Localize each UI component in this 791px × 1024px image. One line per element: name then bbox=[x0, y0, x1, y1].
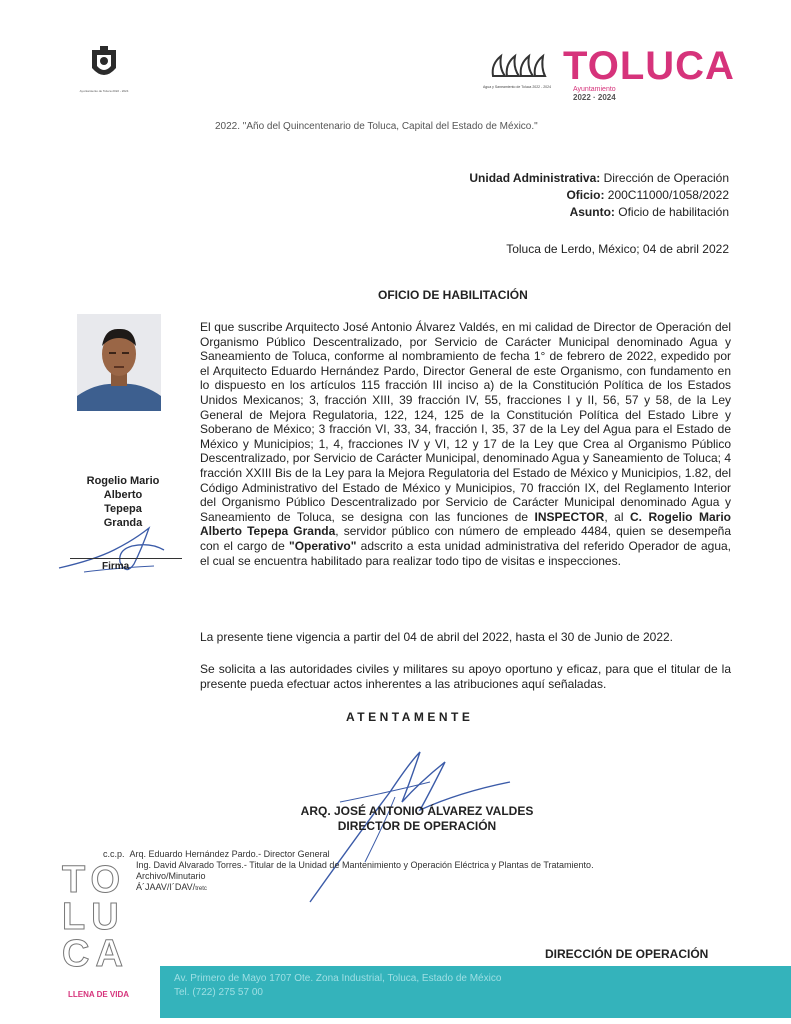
meta-unit bbox=[469, 170, 729, 187]
body-end: adscrito a esta unidad administrativa del referido Operador de agua, el cual se encuentra habilitado para realizar todo tipo de visitas e inspecciones. bbox=[200, 538, 731, 568]
body-intro: El que suscribe Arquitecto José Antonio Álvarez Valdés, en mi calidad de Director de Operación del Organismo Público Descentralizado, por Servicio de Carácter Municipal denominado Agua y Saneamiento de Toluca, conforme al nombramiento de fecha 1° de febrero de 2022, expedido por el Arquitecto Eduardo Hernández Pardo, Director General de este Organismo, con fundamento en lo dispuesto en los artículos 115 fracción III inciso a) de la Constitución Política de los Estados Unidos Mexicanos; 3, fracción XIII, 39 fracción IV, 55, fracciones I y II, 56, 57 y 58, de la Ley General de Mejora Regulatoria, 122, 124, 125 de la Constitución Política del Estado Libre y Soberano de México; 3 fracción VI, 33, 34, fracción I, 35, 37 de la Ley del Agua para el Estado de México y Municipios; 1, 4, fracciones IV y VI, 12 y 17 de la Ley que Crea al Organismo Público Descentralizado, por Servicio de Carácter Municipal, denominado Agua y Saneamiento de Toluca; 4 fracción XXIII Bis de la Ley para la Mejora Regulatoria del Estado de México y Municipios, 1.82, del Código Administrativo del Estado de México y Municipios, 70 fracción IX, del Reglamento Interior del Organismo Público Descentralizado por Servicio de Carácter Municipal denominado Agua y Saneamiento de Toluca, se designa con las funciones de bbox=[200, 320, 731, 524]
water-drops-icon bbox=[487, 50, 547, 80]
meta-oficio-label: Oficio: bbox=[566, 188, 605, 202]
ccp-label: c.c.p. bbox=[103, 849, 125, 859]
ccp-row bbox=[103, 849, 594, 860]
meta-asunto bbox=[469, 204, 729, 221]
signer-block bbox=[282, 804, 552, 834]
coat-of-arms-icon bbox=[84, 44, 124, 84]
ccp-line: Archivo/Minutario bbox=[136, 871, 206, 881]
ccp-initials bbox=[103, 882, 594, 895]
vigencia-paragraph: La presente tiene vigencia a partir del 04 de abril del 2022, hasta el 30 de Junio de 2022. bbox=[200, 630, 674, 644]
meta-unit-label: Unidad Administrativa: bbox=[469, 171, 601, 185]
logo-letters: CA bbox=[62, 933, 129, 975]
holder-name-line: Granda bbox=[103, 517, 143, 529]
body-role: INSPECTOR bbox=[534, 509, 605, 524]
signature-line bbox=[70, 558, 182, 559]
year-motto: 2022. "Año del Quincentenario de Toluca, Capital del Estado de México." bbox=[215, 121, 538, 132]
holder-name-line: Alberto bbox=[103, 489, 143, 501]
meta-asunto-value: Oficio de habilitación bbox=[614, 205, 729, 219]
firma-label: Firma bbox=[102, 561, 130, 572]
meta-unit-value: Dirección de Operación bbox=[600, 171, 729, 185]
person-portrait-icon bbox=[77, 314, 161, 411]
footer-title: DIRECCIÓN DE OPERACIÓN bbox=[545, 947, 709, 961]
solicitud-paragraph: Se solicita a las autoridades civiles y militares su apoyo oportuno y eficaz, para que el titular de la presente pueda efectuar actos inherentes a las atribuciones aquí señaladas. bbox=[200, 662, 731, 691]
brand-subtitle: Ayuntamiento bbox=[573, 86, 616, 93]
brand-wordmark: TOLUCA bbox=[563, 44, 735, 88]
body-mid1: , al bbox=[604, 509, 630, 524]
meta-oficio-value: 200C11000/1058/2022 bbox=[604, 188, 729, 202]
signer-name: ARQ. JOSÉ ANTONIO ÁLVAREZ VALDES bbox=[300, 804, 534, 818]
holder-name-line: Rogelio Mario bbox=[86, 475, 160, 487]
toluca-outline-logo bbox=[62, 859, 162, 975]
meta-asunto-label: Asunto: bbox=[569, 205, 615, 219]
logo-letters: LU bbox=[62, 896, 125, 938]
agua-saneamiento-logo bbox=[478, 50, 556, 89]
holder-name-line: Tepepa bbox=[104, 503, 142, 515]
place-date: Toluca de Lerdo, México; 04 de abril 2022 bbox=[506, 242, 729, 256]
body-cargo: "Operativo" bbox=[289, 538, 357, 553]
closing-atentamente: ATENTAMENTE bbox=[346, 710, 474, 724]
footer-phone: Tel. (722) 275 57 00 bbox=[174, 987, 263, 998]
body-mid2: , servidor público con número de empleado 4484, quien se desempeña con el cargo de bbox=[200, 524, 731, 553]
body-paragraph bbox=[200, 320, 731, 568]
ccp-line: Ing. David Alvarado Torres.- Titular de la Unidad de Mantenimiento y Operación Eléctrica y Plantas de Tratamiento. bbox=[136, 860, 594, 870]
document-title: OFICIO DE HABILITACIÓN bbox=[378, 288, 528, 302]
footer-address: Av. Primero de Mayo 1707 Ote. Zona Industrial, Toluca, Estado de México bbox=[174, 973, 502, 984]
municipal-seal-logo bbox=[78, 44, 130, 93]
meta-oficio bbox=[469, 187, 729, 204]
ccp-block bbox=[103, 849, 594, 895]
logo-letters: TO bbox=[62, 859, 127, 901]
signer-position: DIRECTOR DE OPERACIÓN bbox=[337, 819, 497, 833]
ccp-initials-small: tretc bbox=[195, 886, 207, 892]
toluca-brand-logo bbox=[563, 46, 735, 102]
ccp-line: Arq. Eduardo Hernández Pardo.- Director General bbox=[129, 849, 330, 859]
ccp-initials-text: Á´JAAV/I´DAV/ bbox=[136, 882, 196, 892]
seal-caption: Ayuntamiento de Toluca 2022 - 2024 bbox=[79, 89, 129, 93]
footer-contact bbox=[174, 972, 501, 1000]
body-person: C. Rogelio Mario Alberto Tepepa Granda bbox=[200, 509, 732, 539]
logo-tagline: LLENA DE VIDA bbox=[68, 990, 130, 999]
document-meta bbox=[469, 170, 729, 221]
brand-years: 2022 · 2024 bbox=[573, 93, 616, 102]
aqua-caption: Agua y Saneamiento de Toluca 2022 - 2024 bbox=[482, 85, 552, 89]
holder-photo bbox=[77, 314, 161, 411]
